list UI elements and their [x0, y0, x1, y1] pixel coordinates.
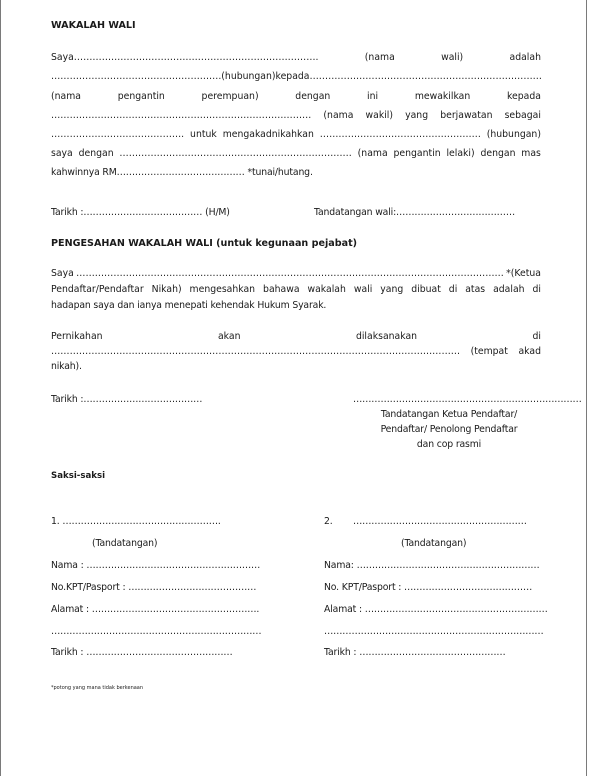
word: atas	[465, 284, 486, 295]
witness-2-nama: Nama: ……………………………………………………	[324, 560, 540, 571]
word: ini	[367, 91, 379, 102]
word: dengan	[295, 91, 331, 102]
witness-1-signature-line: 1. …………………………………………….	[51, 516, 221, 527]
word: Pernikahan	[51, 331, 103, 342]
word: …………………………………………………………………	[119, 148, 352, 159]
word: (nama	[51, 91, 81, 102]
pernikahan-line-2	[51, 346, 541, 358]
word: mengakadnikahkan	[222, 129, 314, 140]
pengesahan-heading: PENGESAHAN WAKALAH WALI (untuk kegunaan pejabat)	[51, 238, 358, 249]
word: akad	[518, 346, 541, 357]
word: berjawatan	[440, 110, 493, 121]
word: dengan	[78, 148, 114, 159]
pengesahan-line-1	[51, 268, 541, 280]
word: yang	[405, 110, 429, 121]
witness-2-number: 2.	[324, 516, 333, 527]
witness-1-tandatangan: (Tandatangan)	[92, 538, 158, 549]
word: …………………………………………………………………………	[51, 110, 312, 121]
witness-2-tandatangan: (Tandatangan)	[401, 538, 467, 549]
word: wali	[353, 284, 373, 295]
wakalah-line-2	[51, 71, 541, 83]
witness-2-tarikh: Tarikh : …………………………………………	[324, 647, 506, 658]
pernikahan-line-3: nikah).	[51, 361, 82, 372]
word: …………………………………………………………………………………………………………………………	[76, 268, 504, 279]
word: …………………………………………….	[319, 129, 481, 140]
word: mengesahkan	[189, 284, 256, 295]
wakalah-line-6	[51, 148, 541, 160]
word: *(Ketua	[506, 268, 541, 279]
word: Saya…………………………………………………………………….	[51, 52, 319, 63]
wakalah-tarikh: Tarikh :………………………………… (H/M)	[51, 207, 230, 218]
word: ……………………………………………………………………………………………………………………	[51, 346, 461, 357]
word: lelaki)	[446, 148, 475, 159]
word: (hubungan)	[486, 129, 541, 140]
word: Saya	[51, 268, 74, 279]
word: dengan	[480, 148, 516, 159]
wakalah-line-4	[51, 110, 541, 122]
pernikahan-line-1	[51, 331, 541, 343]
word: wakil)	[365, 110, 393, 121]
word: di	[448, 284, 458, 295]
wakalah-line-1	[51, 52, 541, 64]
word: di	[532, 284, 541, 295]
word: kepada	[275, 71, 310, 82]
word: wali)	[441, 52, 464, 63]
witness-1-kpt: No.KPT/Pasport : ……………………………………	[51, 582, 257, 593]
witness-1-alamat: Alamat : ……………………………………………….	[51, 604, 260, 615]
word: mewakilkan	[414, 91, 471, 102]
word: Nikah)	[151, 284, 182, 295]
word: di	[532, 331, 541, 342]
word: adalah	[493, 284, 525, 295]
word: wakalah	[307, 284, 346, 295]
word: perempuan)	[201, 91, 259, 102]
word: (nama	[323, 110, 354, 121]
word: Pendaftar/Pendaftar	[51, 284, 144, 295]
witness-2-kpt: No. KPT/Pasport : ……………………………………	[324, 582, 533, 593]
word: kepada	[506, 91, 541, 102]
signature-caption-2: Pendaftar/ Penolong Pendaftar	[380, 424, 518, 435]
witness-1-tarikh: Tarikh : …………………………………………	[51, 647, 233, 658]
word: (nama	[357, 148, 388, 159]
word: pengantin	[117, 91, 165, 102]
word: …………………………………………………………………	[309, 71, 542, 82]
word: adalah	[509, 52, 541, 63]
word: (nama	[364, 52, 395, 63]
word: (tempat	[470, 346, 508, 357]
word: saya	[51, 148, 73, 159]
witness-2-alamat: Alamat : ……………………………………………………	[324, 604, 548, 615]
word: dibuat	[411, 284, 441, 295]
pengesahan-tarikh: Tarikh :…………………………………	[51, 394, 203, 405]
signature-line: …………………………………………………………………	[353, 394, 582, 405]
footnote: *potong yang mana tidak berkenaan	[51, 685, 144, 691]
word: akan	[217, 331, 241, 342]
wakalah-tandatangan-wali: Tandatangan wali:…………………………………	[314, 207, 515, 218]
signature-caption-1: Tandatangan Ketua Pendaftar/	[380, 409, 518, 420]
witness-2-alamat-2: ………………………………………………………………	[324, 626, 544, 637]
word: mas	[521, 148, 541, 159]
word: ……………………………………………….(hubungan)	[51, 71, 276, 82]
signature-caption-3: dan cop rasmi	[416, 439, 482, 450]
pengesahan-line-2	[51, 284, 541, 296]
witness-1-alamat-2: ……………………………………………………………	[51, 626, 262, 637]
word: …………………………………….	[51, 129, 185, 140]
wakalah-line-5	[51, 129, 541, 141]
wakalah-line-3	[51, 91, 541, 103]
word: yang	[380, 284, 404, 295]
word: dilaksanakan	[355, 331, 418, 342]
witness-2-signature-line: …………………………………………………	[353, 516, 527, 527]
document-title: WAKALAH WALI	[51, 20, 136, 31]
word: sebagai	[504, 110, 541, 121]
word: pengantin	[393, 148, 441, 159]
wakalah-line-7: kahwinnya RM…………………………………… *tunai/hutang.	[51, 167, 313, 178]
witness-1-nama: Nama : …………………………………………………	[51, 560, 261, 571]
saksi-heading: Saksi-saksi	[51, 471, 106, 481]
pengesahan-line-3: hadapan saya dan ianya menepati kehendak Hukum Syarak.	[51, 300, 327, 311]
word: bahawa	[263, 284, 300, 295]
word: untuk	[190, 129, 217, 140]
